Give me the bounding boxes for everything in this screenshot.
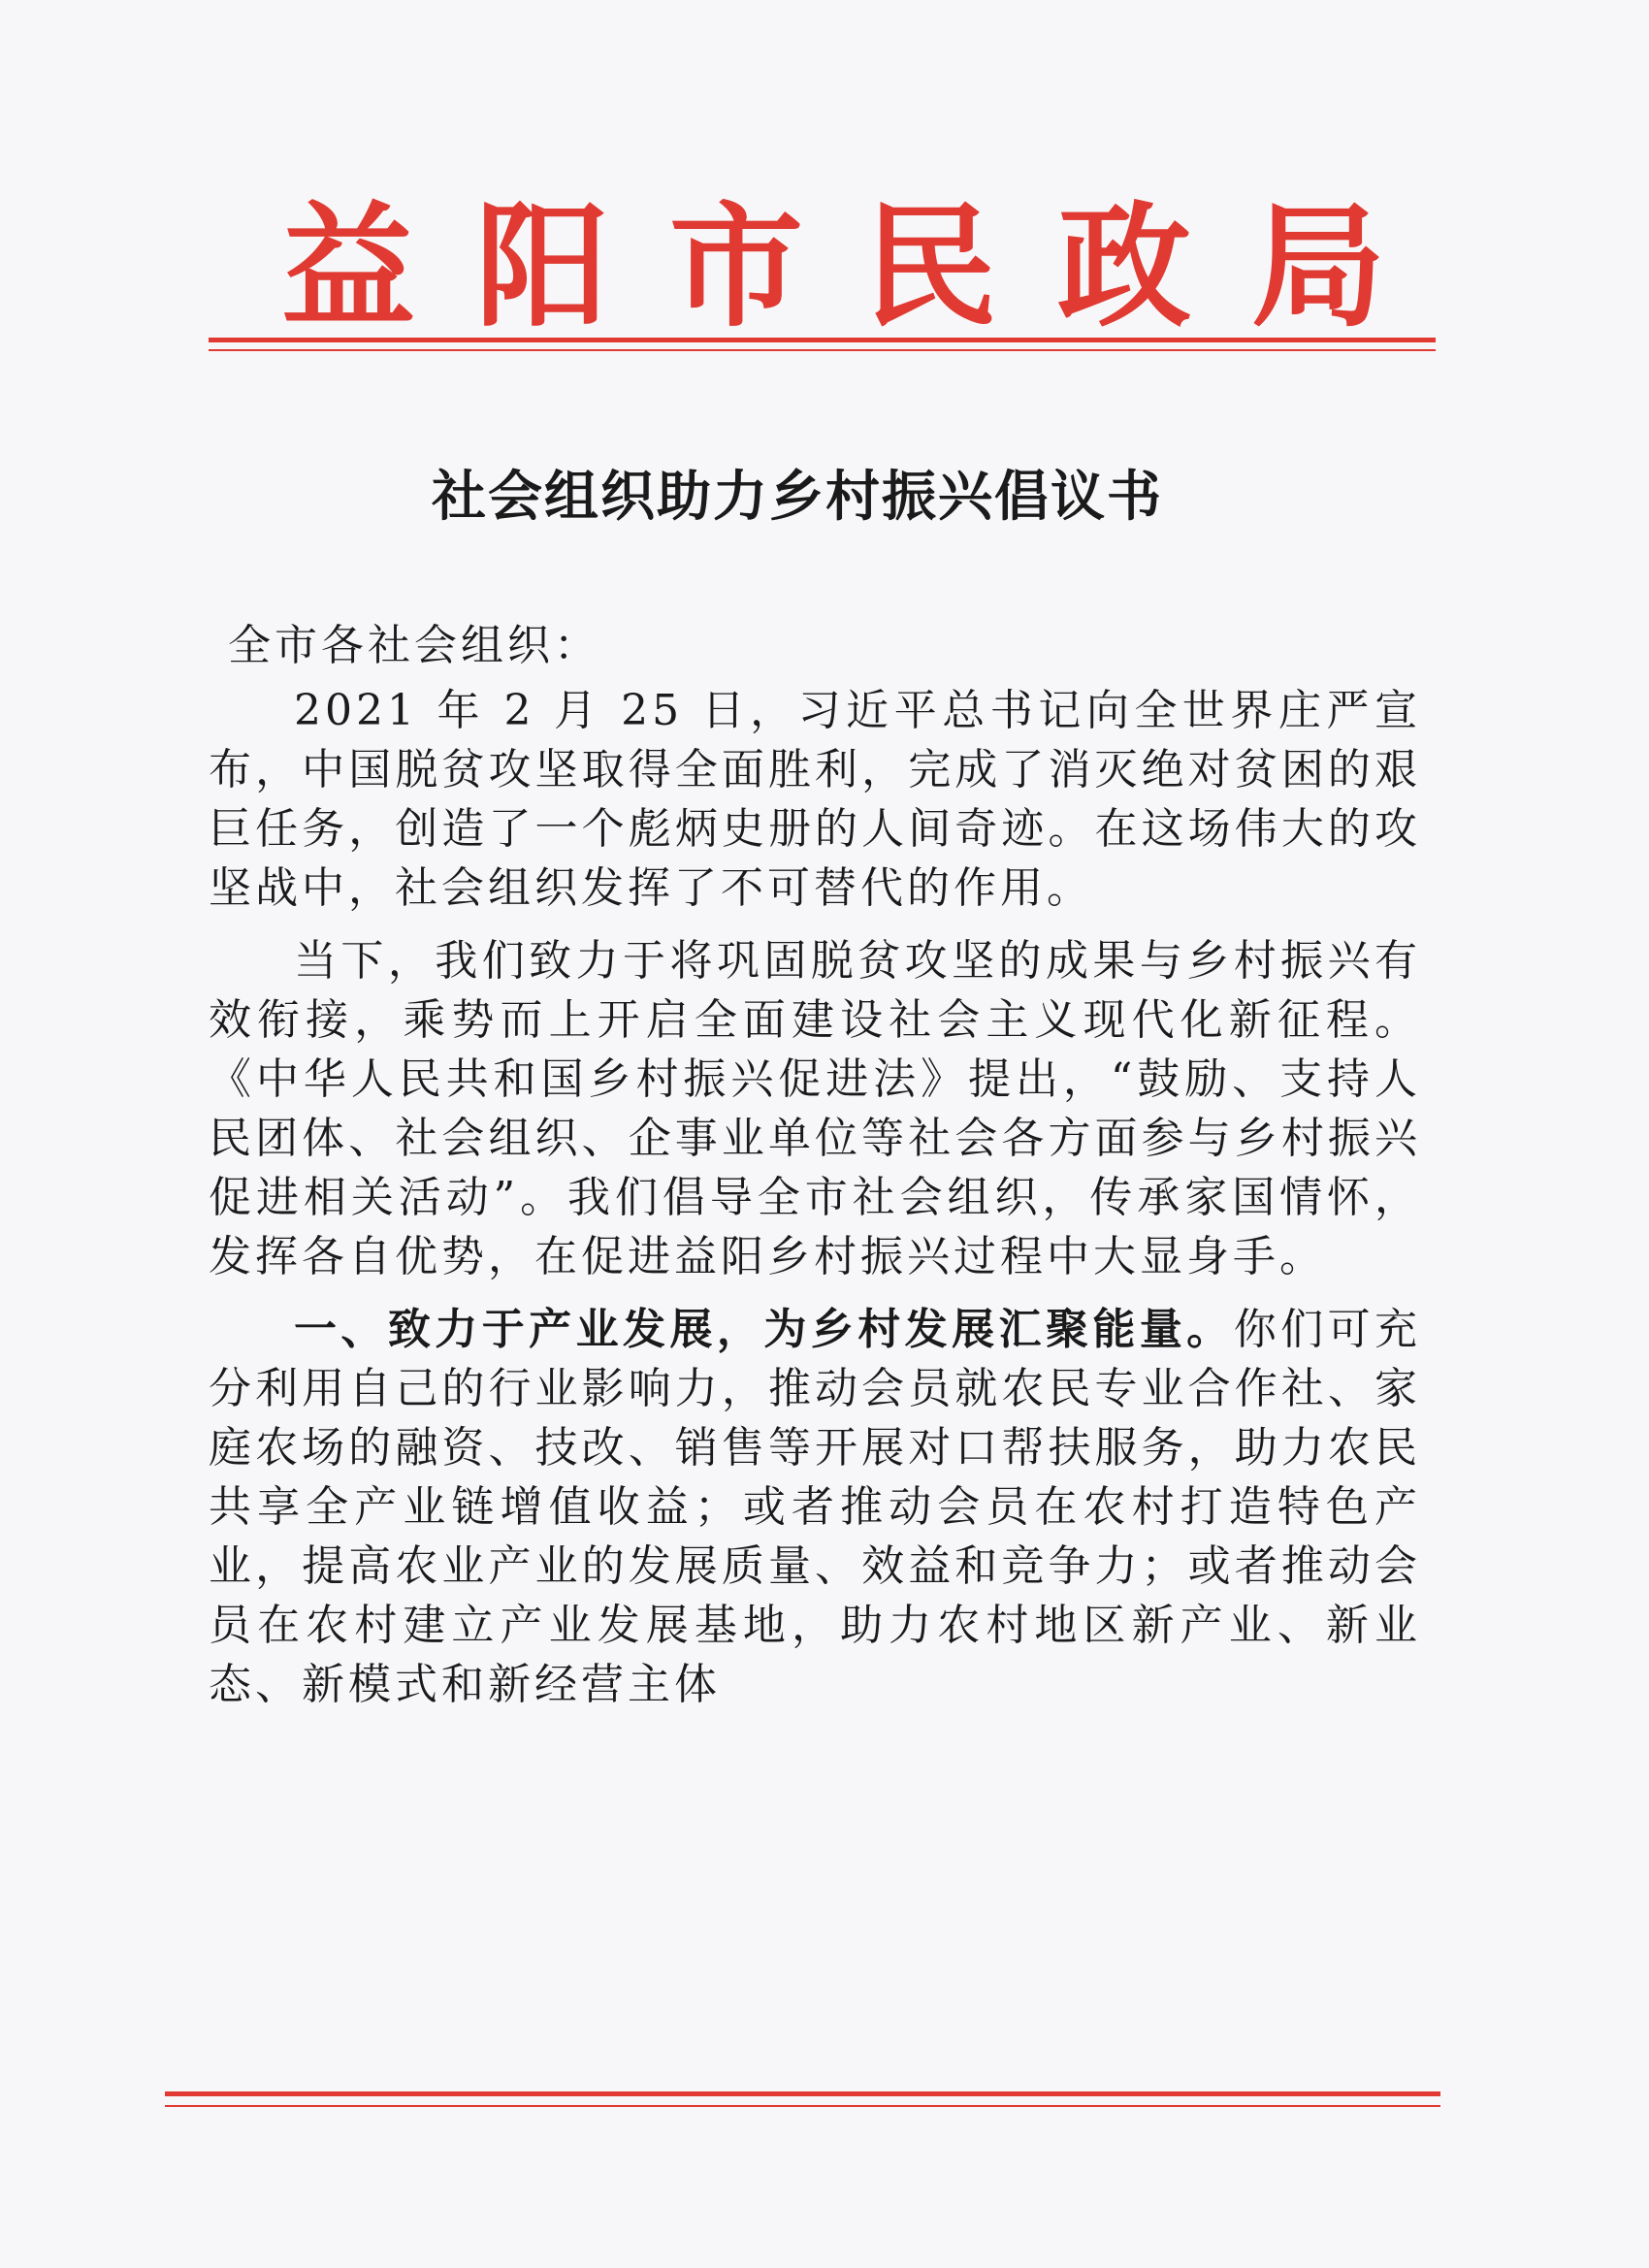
letterhead-issuer: 益阳市民政局 — [281, 187, 1446, 345]
salutation: 全市各社会组织： — [228, 621, 600, 670]
paragraph-2 — [209, 931, 1421, 1286]
document-title: 社会组织助力乡村振兴倡议书 — [432, 465, 1163, 529]
letterhead-rule-upper — [209, 338, 1436, 342]
paragraph-1 — [209, 681, 1421, 918]
footer-rule-lower — [165, 2105, 1440, 2107]
paragraph-3 — [209, 1300, 1421, 1714]
footer-rule-upper — [165, 2091, 1440, 2096]
paragraph-text: 当下，我们致力于将巩固脱贫攻坚的成果与乡村振兴有效衔接，乘势而上开启全面建设社会主义现代化新征程。《中华人民共和国乡村振兴促进法》提出，“鼓励、支持人民团体、社会组织、企事业单位等社会各方面参与乡村振兴促进相关活动”。我们倡导全市社会组织，传承家国情怀，发挥各自优势，在促进益阳乡村振兴过程中大显身手。 — [209, 936, 1421, 1281]
paragraph-text: 2021 年 2 月 25 日，习近平总书记向全世界庄严宣布，中国脱贫攻坚取得全面胜利，完成了消灭绝对贫困的艰巨任务，创造了一个彪炳史册的人间奇迹。在这场伟大的攻坚战中，社会组织发挥了不可替代的作用。 — [209, 686, 1421, 913]
paragraph-lead: 一、致力于产业发展，为乡村发展汇聚能量。 — [294, 1305, 1234, 1354]
letterhead-rule-lower — [209, 349, 1436, 351]
paragraph-text: 你们可充分利用自己的行业影响力，推动会员就农民专业合作社、家庭农场的融资、技改、销售等开展对口帮扶服务，助力农民共享全产业链增值收益；或者推动会员在农村打造特色产业，提高农业产业的发展质量、效益和竞争力；或者推动会员在农村建立产业发展基地，助力农村地区新产业、新业态、新模式和新经营主体 — [209, 1305, 1422, 1709]
document-body — [209, 616, 1421, 1714]
